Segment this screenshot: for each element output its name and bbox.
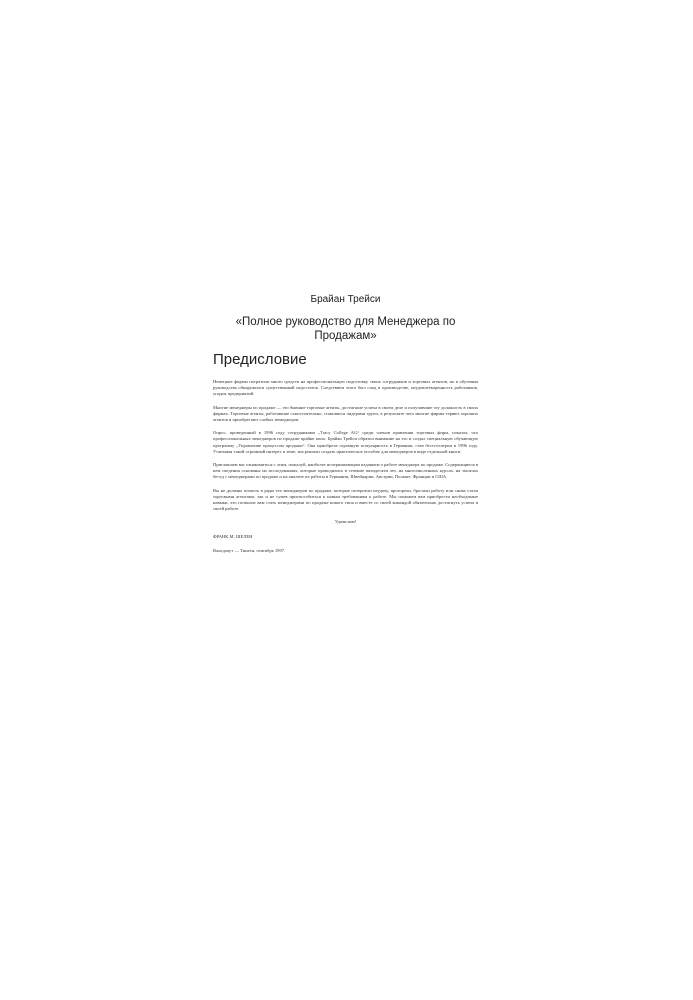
preface-paragraph: Многие менеджеры по продаже — это бывшие торговые агенты, достигшие успеха в своем деле и получившие эту должность в своих фирмах. Торговые агенты, работавшие самостоятельно, становятся лидерами групп, в результате чего многие фирмы теряют хороших агентов и приобретают слабых менеджеров. xyxy=(213,404,478,423)
preface-paragraph: Опрос, проведенный в 1996 году сотрудниками „Tracy College AG“ среди членов правления торговых фирм, показал, что профессиональных менеджеров по продаже крайне мало. Брайан Трейси обратил внимание на это и создал специальную обучающую программу „Управление процессом продажи“. Она приобрела огромную популярность в Германии, став бестселлером в 1996 году. Учитывая такой огромный интерес к теме, мы решили создать практическое пособие для менеджеров в виде отдельной книги. xyxy=(213,430,478,454)
book-title: «Полное руководство для Менеджера по Продажам» xyxy=(235,316,456,342)
signature: ФРАНК М. ШЕЛЕН xyxy=(213,533,253,539)
document-page xyxy=(213,294,478,561)
preface-paragraph: Немецкие фирмы потратили много средств на профессиональную подготовку своих сотрудников и торговых агентов, но в обучении руководства обнаружился существенный недостаток. Следствием этого был спад в производстве, неудовлетворенность работников, упадок предприятий. xyxy=(213,379,478,397)
preface-paragraph: Приглашаем вас ознакомиться с этим, пожалуй, наиболее исчерпывающим изданием о работе менеджера по продаже. Содержащиеся в нем сведения основаны на исследованиях, которые проводились в течение пятидесяти лет, на многочисленных курсах, на тысячах бесед с менеджерами по продаже и на анализе их работы в Германии, Швейцарии, Австрии, Польше, Франции и США. xyxy=(213,462,478,480)
preface-body xyxy=(213,379,478,554)
place-date: Вальдхаут — Тинген, сентябрь 1997. xyxy=(213,547,286,553)
section-title: Предисловие xyxy=(213,351,307,368)
closing-line: Удачи вам! xyxy=(334,519,357,525)
book-author: Брайан Трейси xyxy=(310,294,381,305)
preface-paragraph: Вы не должны попасть в ряды тех менеджеров по продаже, которые потерпели неудачу, прогорели, бросили работу или снова стали торговыми агентами, так и не сумев приспособиться к новым требованиям к работе. Мы поможем вам приобрести необходимые навыки, что позволит вам стать менеджерами по продаже нового типа и вместе со своей командой обязательно достигнуть успеха в своей работе. xyxy=(213,487,478,512)
